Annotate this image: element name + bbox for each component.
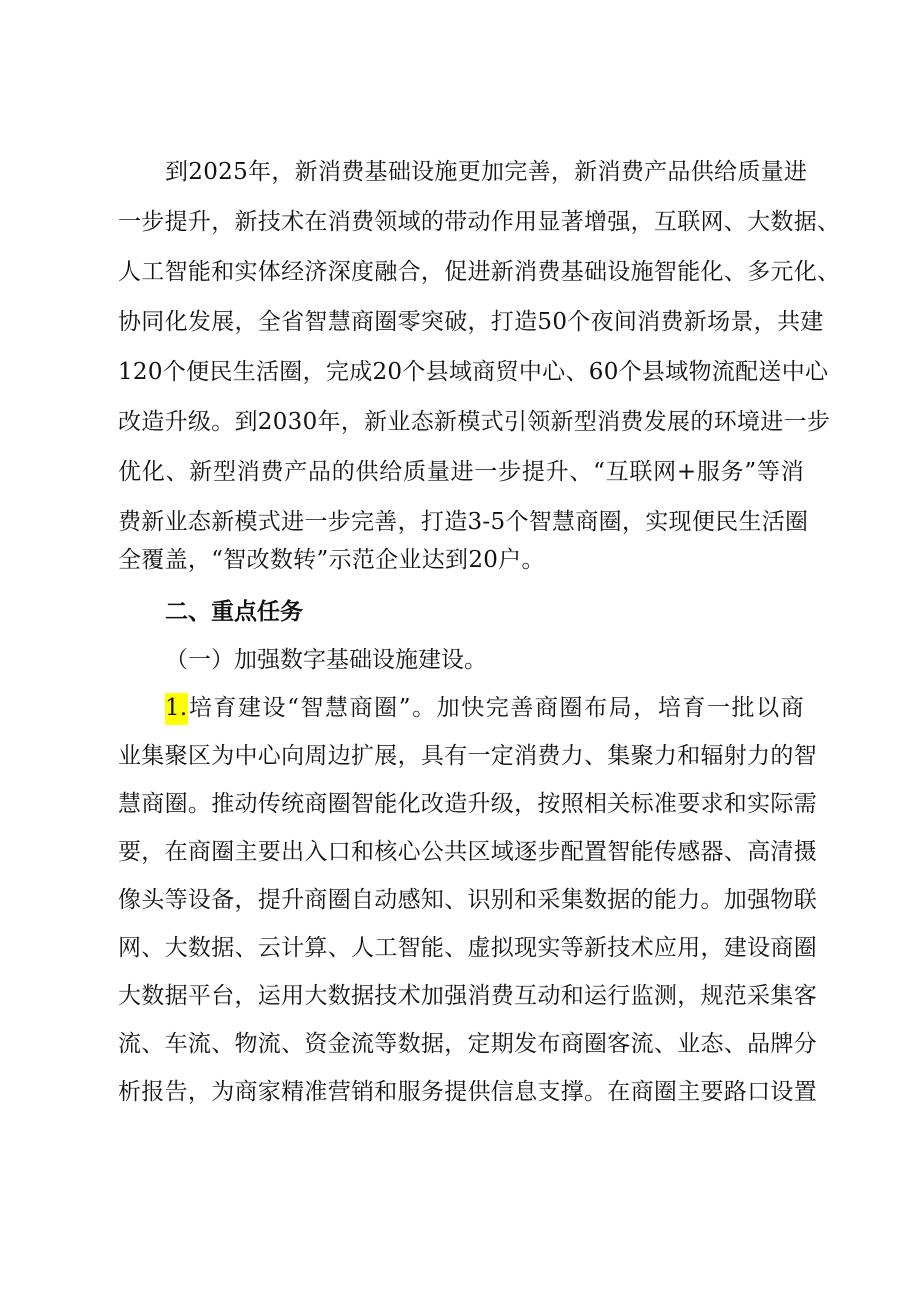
- paragraph-line: 改造升级。到2030年，新业态新模式引领新型消费发展的环境进一步: [118, 409, 831, 435]
- paragraph-line: 要，在商圈主要出入口和核心公共区域逐步配置智能传感器、高清摄: [118, 839, 817, 865]
- item-first-line-text: 培育建设“智慧商圈”。加快完善商圈布局，培育一批以商: [187, 695, 804, 721]
- paragraph-line: 到2025年，新消费基础设施更加完善，新消费产品供给质量进: [165, 159, 808, 185]
- section-heading: 二、重点任务: [165, 599, 303, 625]
- paragraph-line: 像头等设备，提升商圈自动感知、识别和采集数据的能力。加强物联: [118, 887, 817, 913]
- paragraph-line: 业集聚区为中心向周边扩展，具有一定消费力、集聚力和辐射力的智: [118, 743, 817, 769]
- paragraph-line: 费新业态新模式进一步完善，打造3-5个智慧商圈，实现便民生活圈: [118, 509, 809, 535]
- paragraph-line: 人工智能和实体经济深度融合，促进新消费基础设施智能化、多元化、: [118, 259, 841, 285]
- paragraph-line: 优化、新型消费产品的供给质量进一步提升、“互联网+服务”等消: [118, 459, 804, 485]
- paragraph-line: 协同化发展，全省智慧商圈零突破，打造50个夜间消费新场景，共建: [118, 309, 824, 335]
- subsection-heading: （一）加强数字基础设施建设。: [165, 647, 487, 673]
- paragraph-line: 流、车流、物流、资金流等数据，定期发布商圈客流、业态、品牌分: [118, 1031, 817, 1057]
- item-first-line: [165, 693, 804, 723]
- item-number-highlight: 1.: [165, 693, 188, 725]
- paragraph-line: 网、大数据、云计算、人工智能、虚拟现实等新技术应用，建设商圈: [118, 935, 817, 961]
- paragraph-line: 慧商圈。推动传统商圈智能化改造升级，按照相关标准要求和实际需: [118, 791, 817, 817]
- paragraph-line: 120个便民生活圈，完成20个县域商贸中心、60个县域物流配送中心: [118, 359, 829, 385]
- paragraph-line: 析报告，为商家精准营销和服务提供信息支撑。在商圈主要路口设置: [118, 1079, 817, 1105]
- paragraph-line: 一步提升，新技术在消费领域的带动作用显著增强，互联网、大数据、: [118, 209, 841, 235]
- paragraph-line: 全覆盖，“智改数转”示范企业达到20户。: [118, 547, 545, 573]
- paragraph-line: 大数据平台，运用大数据技术加强消费互动和运行监测，规范采集客: [118, 983, 817, 1009]
